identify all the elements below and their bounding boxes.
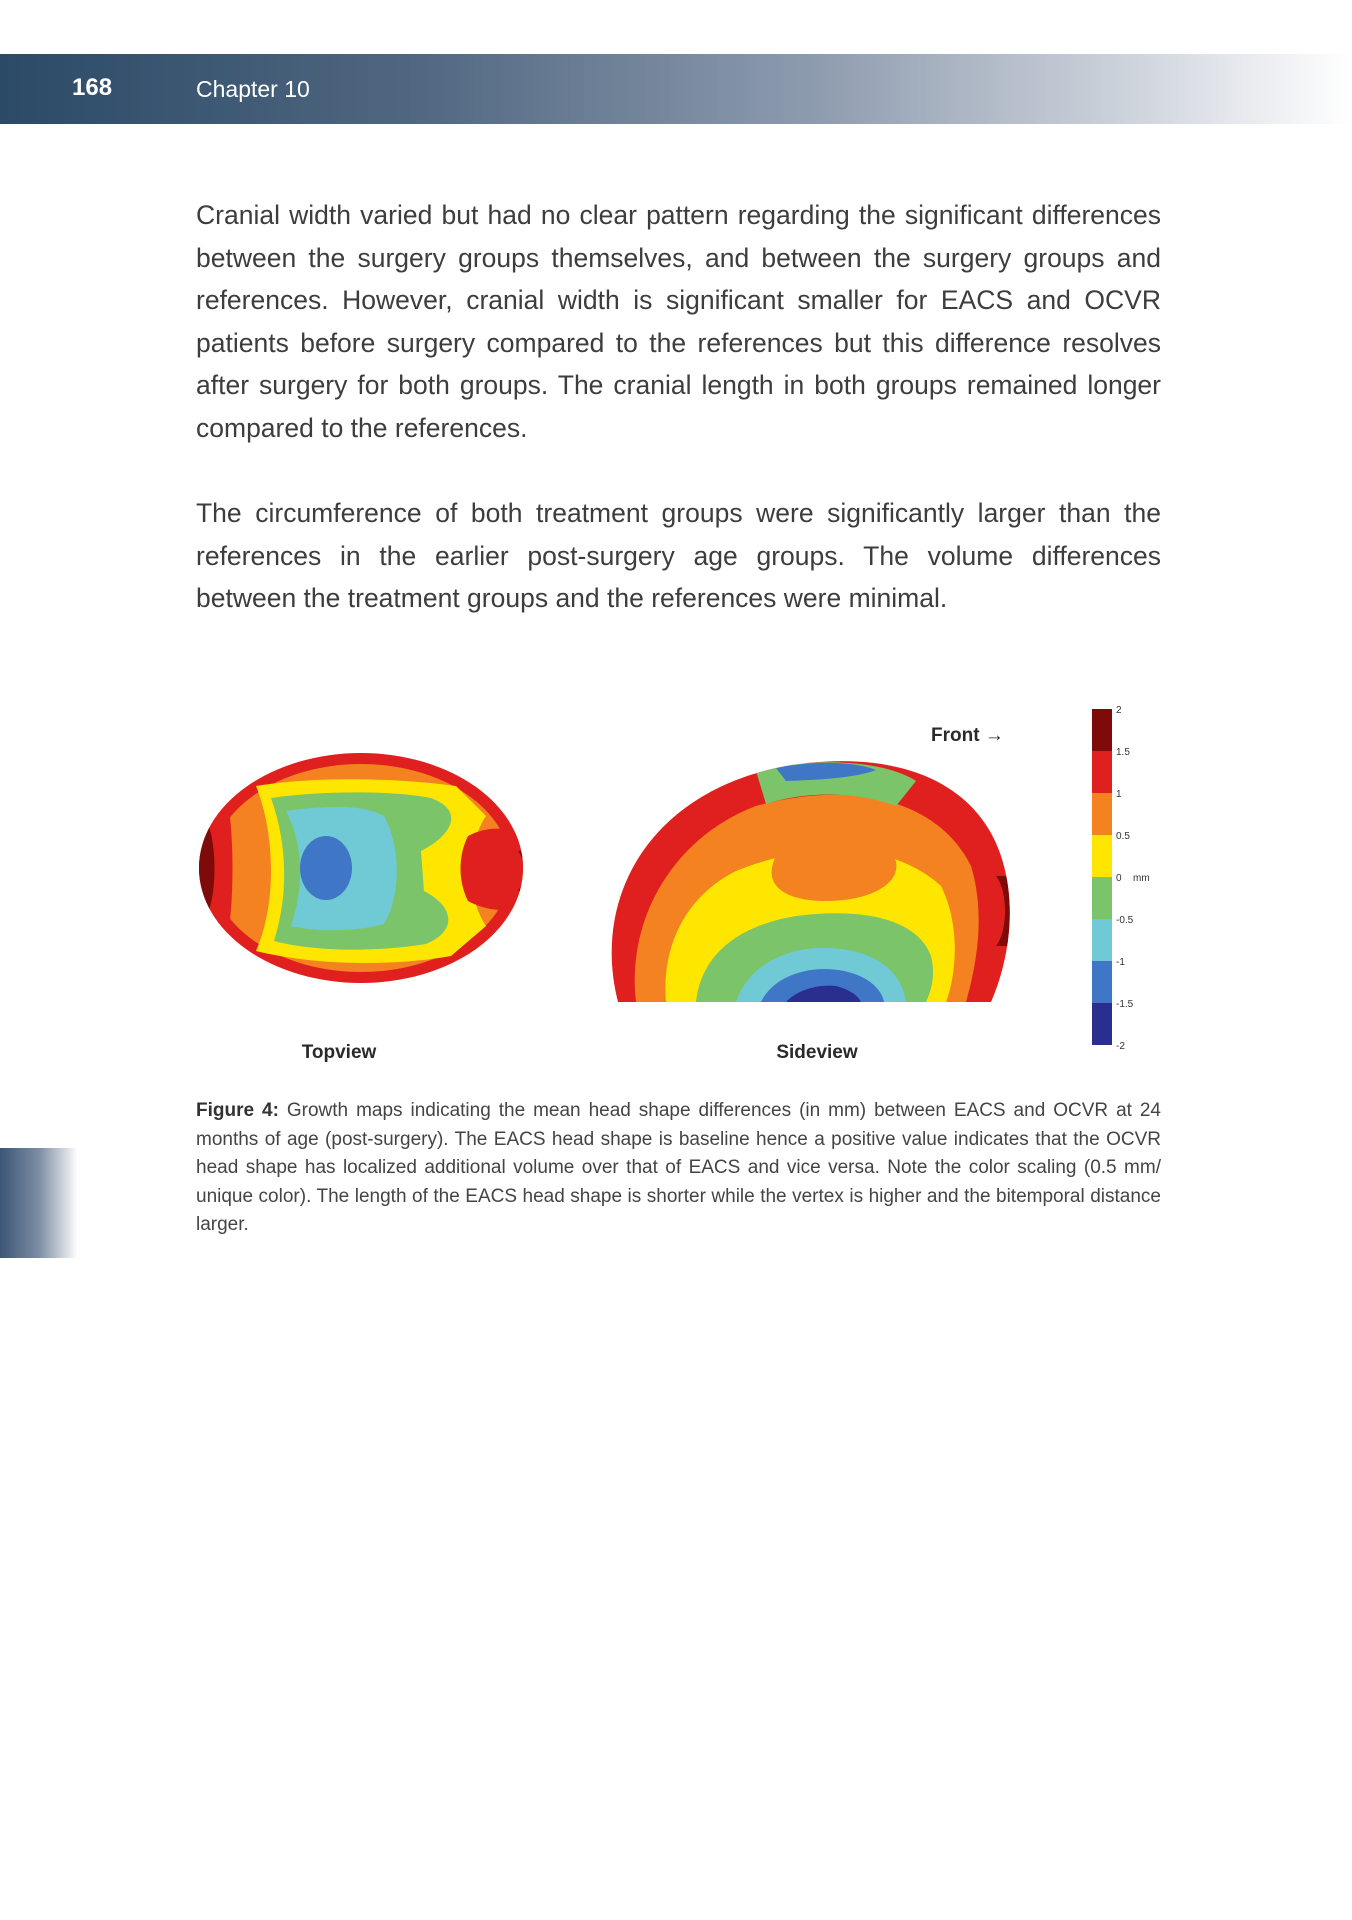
colorbar-tick: 1 <box>1116 789 1122 800</box>
colorbar-unit: mm <box>1133 873 1150 884</box>
colorbar-tick: 2 <box>1116 705 1122 716</box>
colorbar-tick: -1 <box>1116 957 1125 968</box>
front-label: Front → <box>931 725 1004 746</box>
chapter-label: Chapter 10 <box>196 76 310 102</box>
body-paragraph: The circumference of both treatment groups were significantly larger than the references in the earlier post-surgery age groups. The volume differences between the treatment groups and the references were minimal. <box>196 498 1161 613</box>
colorbar-tick: -0.5 <box>1116 915 1134 926</box>
body-paragraph: Cranial width varied but had no clear pattern regarding the significant differences between the surgery groups themselves, and between the surgery groups and references. However, cranial width is significant smaller for EACS and OCVR patients before surgery compared to the references but this difference resolves after surgery for both groups. The cranial length in both groups remained longer compared to the references. <box>196 200 1161 443</box>
colorbar-tick: 1.5 <box>1116 747 1130 758</box>
page-number: 168 <box>72 74 113 101</box>
sideview-label: Sideview <box>776 1042 858 1063</box>
colorbar-tick: -1.5 <box>1116 999 1134 1010</box>
colorbar-tick: 0.5 <box>1116 831 1130 842</box>
caption-text: Growth maps indicating the mean head shape differences (in mm) between EACS and OCVR at 24 months of age (post-surgery). The EACS head shape is baseline hence a positive value indicates that the OCVR head shape has localized additional volume over that of EACS and vice versa. Note the color scaling (0.5 mm/ unique color). The length of the EACS head shape is shorter while the vertex is higher and the bitemporal distance larger. <box>196 1100 1162 1235</box>
topview-map <box>196 746 536 996</box>
caption-label: Figure 4: <box>196 1100 279 1121</box>
figure-growth-maps <box>196 686 1166 1066</box>
sideview-map <box>596 736 1026 1016</box>
figure-caption <box>196 1097 1161 1240</box>
colorbar <box>1092 705 1150 1052</box>
colorbar-tick: -2 <box>1116 1041 1125 1052</box>
side-tab-marker <box>0 1148 78 1258</box>
topview-label: Topview <box>301 1042 377 1063</box>
colorbar-tick: 0 <box>1116 873 1122 884</box>
growth-map-image <box>196 686 1166 1066</box>
